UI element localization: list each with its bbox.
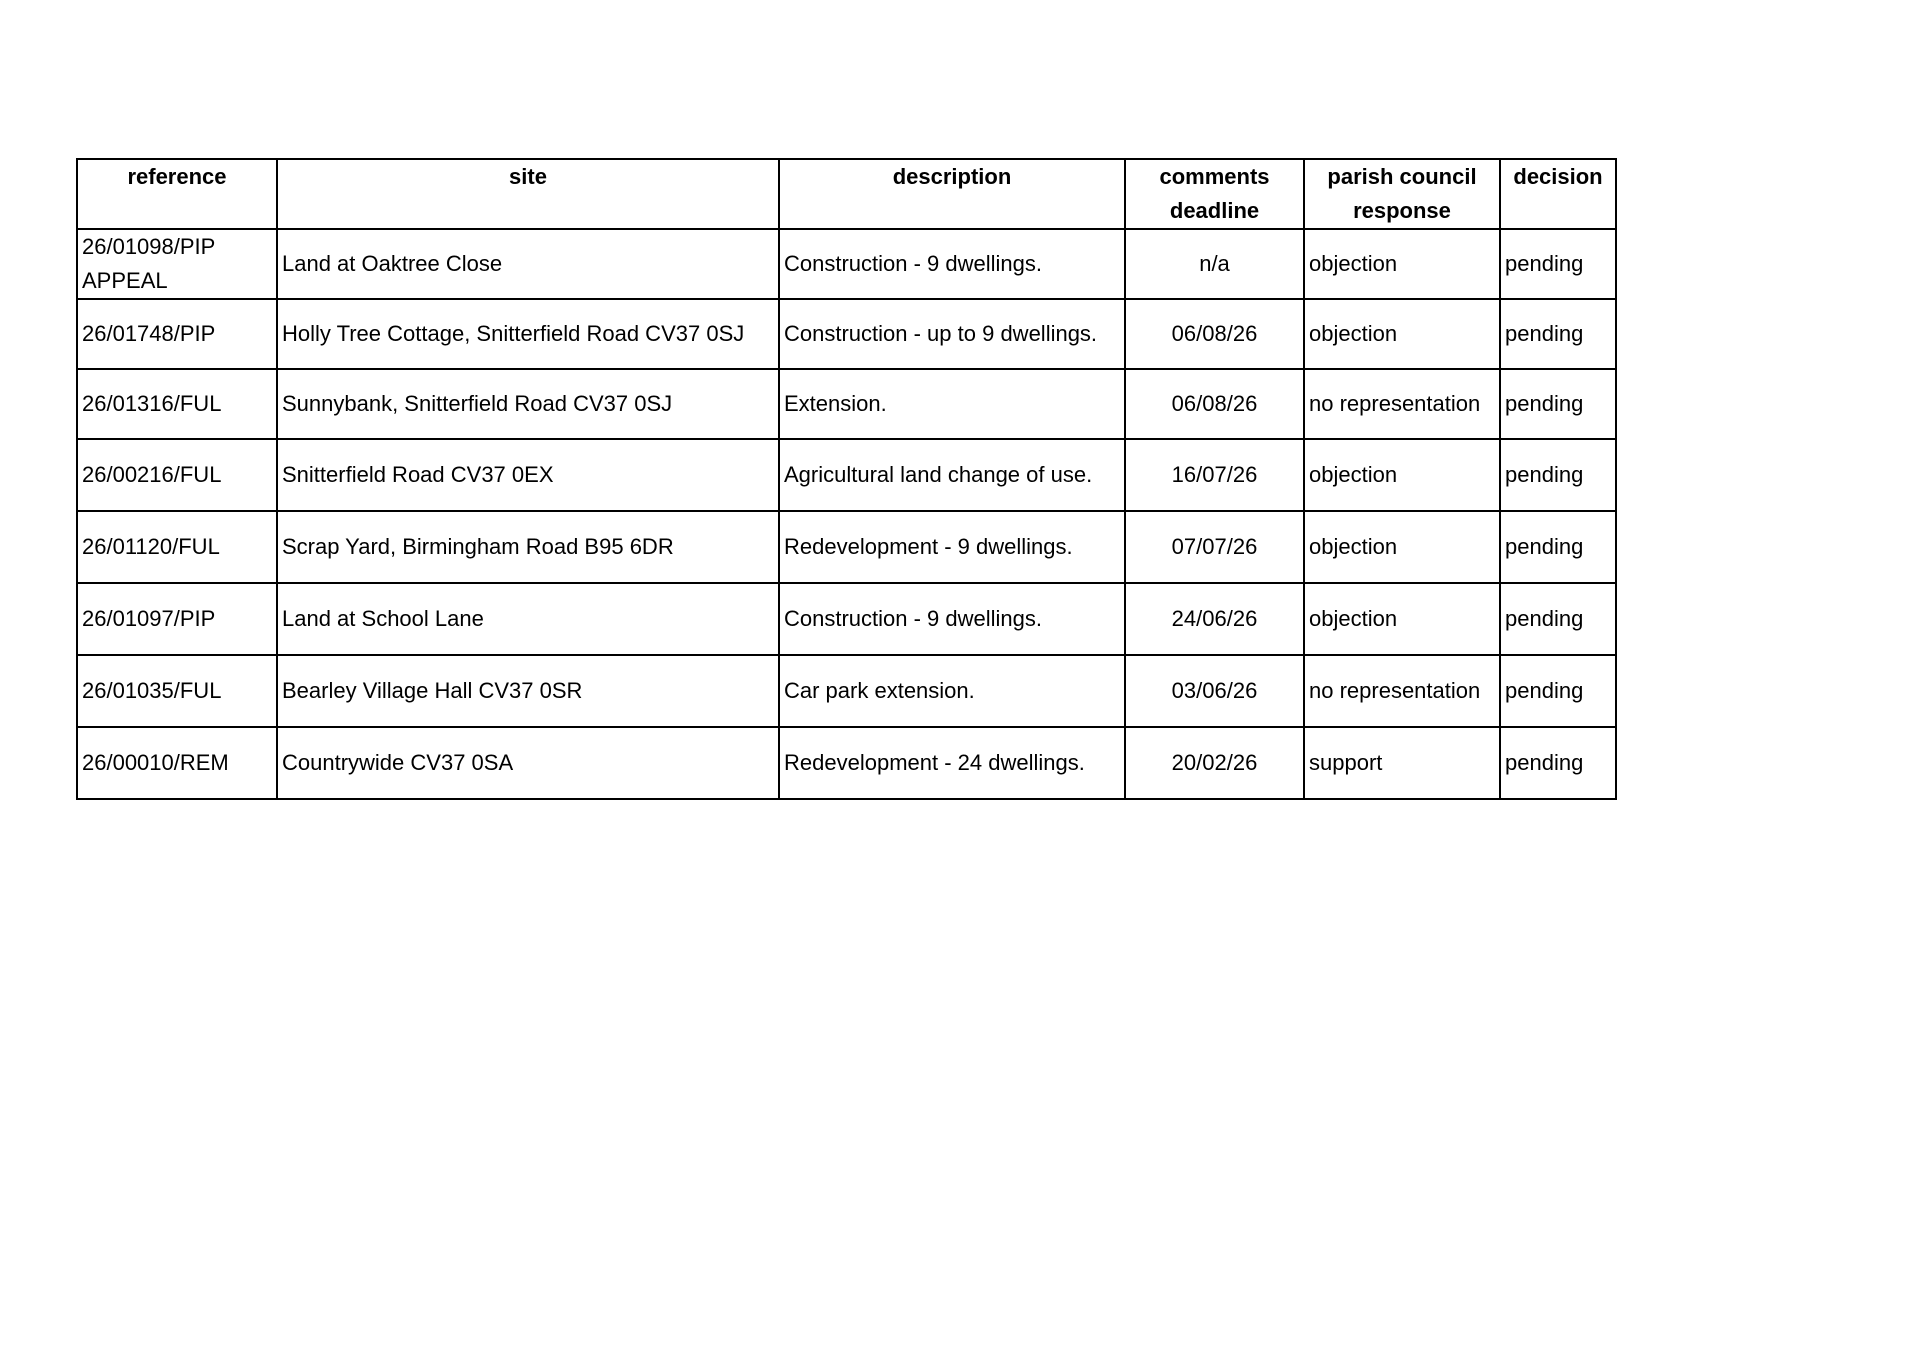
cell-deadline: 03/06/26 — [1125, 655, 1304, 727]
cell-description: Redevelopment - 24 dwellings. — [779, 727, 1125, 799]
cell-description: Agricultural land change of use. — [779, 439, 1125, 511]
cell-decision: pending — [1500, 583, 1616, 655]
cell-decision: pending — [1500, 439, 1616, 511]
table-row — [77, 299, 1616, 369]
cell-reference: 26/01098/PIP APPEAL — [77, 229, 277, 299]
cell-site: Countrywide CV37 0SA — [277, 727, 779, 799]
cell-site: Holly Tree Cottage, Snitterfield Road CV37 0SJ — [277, 299, 779, 369]
cell-deadline: 20/02/26 — [1125, 727, 1304, 799]
header-decision: decision — [1500, 159, 1616, 229]
cell-deadline: 06/08/26 — [1125, 369, 1304, 439]
cell-response: objection — [1304, 583, 1500, 655]
cell-deadline: 24/06/26 — [1125, 583, 1304, 655]
cell-decision: pending — [1500, 369, 1616, 439]
cell-response: support — [1304, 727, 1500, 799]
cell-description: Construction - 9 dwellings. — [779, 229, 1125, 299]
cell-deadline: n/a — [1125, 229, 1304, 299]
table-row — [77, 655, 1616, 727]
cell-description: Redevelopment - 9 dwellings. — [779, 511, 1125, 583]
table-row — [77, 511, 1616, 583]
cell-response: objection — [1304, 229, 1500, 299]
table-row — [77, 439, 1616, 511]
cell-decision: pending — [1500, 655, 1616, 727]
cell-response: objection — [1304, 299, 1500, 369]
cell-response: no representation — [1304, 655, 1500, 727]
cell-site: Land at Oaktree Close — [277, 229, 779, 299]
cell-site: Scrap Yard, Birmingham Road B95 6DR — [277, 511, 779, 583]
table-row — [77, 583, 1616, 655]
cell-decision: pending — [1500, 727, 1616, 799]
header-description: description — [779, 159, 1125, 229]
table-row — [77, 229, 1616, 299]
table-row — [77, 727, 1616, 799]
cell-reference: 26/01316/FUL — [77, 369, 277, 439]
cell-description: Construction - 9 dwellings. — [779, 583, 1125, 655]
cell-site: Sunnybank, Snitterfield Road CV37 0SJ — [277, 369, 779, 439]
header-comments-deadline: comments deadline — [1125, 159, 1304, 229]
cell-reference: 26/01035/FUL — [77, 655, 277, 727]
cell-reference: 26/00010/REM — [77, 727, 277, 799]
planning-applications-table — [76, 158, 1617, 800]
header-row — [77, 159, 1616, 229]
cell-response: objection — [1304, 511, 1500, 583]
cell-decision: pending — [1500, 229, 1616, 299]
cell-reference: 26/01097/PIP — [77, 583, 277, 655]
cell-site: Snitterfield Road CV37 0EX — [277, 439, 779, 511]
cell-decision: pending — [1500, 299, 1616, 369]
cell-deadline: 16/07/26 — [1125, 439, 1304, 511]
cell-description: Car park extension. — [779, 655, 1125, 727]
cell-reference: 26/01748/PIP — [77, 299, 277, 369]
cell-response: objection — [1304, 439, 1500, 511]
cell-deadline: 07/07/26 — [1125, 511, 1304, 583]
cell-description: Construction - up to 9 dwellings. — [779, 299, 1125, 369]
cell-response: no representation — [1304, 369, 1500, 439]
cell-site: Bearley Village Hall CV37 0SR — [277, 655, 779, 727]
cell-decision: pending — [1500, 511, 1616, 583]
cell-deadline: 06/08/26 — [1125, 299, 1304, 369]
cell-site: Land at School Lane — [277, 583, 779, 655]
cell-reference: 26/01120/FUL — [77, 511, 277, 583]
header-reference: reference — [77, 159, 277, 229]
cell-description: Extension. — [779, 369, 1125, 439]
header-site: site — [277, 159, 779, 229]
cell-reference: 26/00216/FUL — [77, 439, 277, 511]
table-row — [77, 369, 1616, 439]
header-parish-council-response: parish council response — [1304, 159, 1500, 229]
